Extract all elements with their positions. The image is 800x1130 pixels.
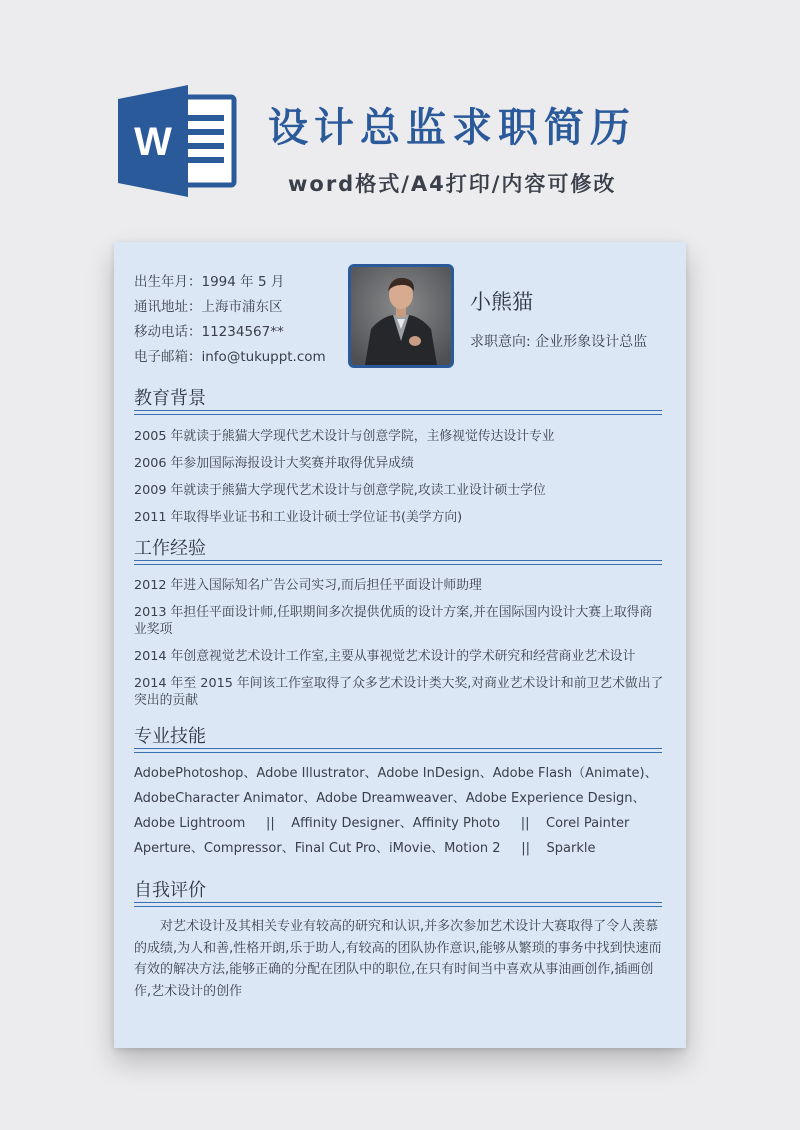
list-item: 2014 年至 2015 年间该工作室取得了众多艺术设计类大奖,对商业艺术设计和前卫艺术做出了突出的贡献 [134,676,664,708]
list-item: 2012 年进入国际知名广告公司实习,而后担任平面设计师助理 [134,578,482,593]
skills-line: Aperture、Compressor、Final Cut Pro、iMovie、Motion 2 || Sparkle [134,841,596,856]
section-divider [134,410,662,415]
skills-list [134,761,664,861]
list-item: 2011 年取得毕业证书和工业设计硕士学位证书(美学方向) [134,510,463,525]
work-list [134,577,664,719]
list-item: 2005 年就读于熊猫大学现代艺术设计与创意学院，主修视觉传达设计专业 [134,429,555,444]
birth-row: 出生年月：1994 年 5 月 [134,274,285,290]
skills-line: AdobePhotoshop、Adobe Illustrator、Adobe InDesign、Adobe Flash（Animate)、 [134,766,658,781]
section-divider [134,560,662,565]
list-item: 2009 年就读于熊猫大学现代艺术设计与创意学院,攻读工业设计硕士学位 [134,483,546,498]
resume-paper [114,242,686,1048]
section-divider [134,748,662,753]
list-item: 2014 年创意视觉艺术设计工作室,主要从事视觉艺术设计的学术研究和经营商业艺术设计 [134,649,636,664]
address-row: 通讯地址：上海市浦东区 [134,299,283,315]
email-row: 电子邮箱：info@tukuppt.com [134,349,326,365]
list-item: 2006 年参加国际海报设计大奖赛并取得优异成绩 [134,456,414,471]
job-intent: 求职意向: 企业形象设计总监 [470,334,648,350]
section-divider [134,902,662,907]
list-item: 2013 年担任平面设计师,任职期间多次提供优质的设计方案,并在国际国内设计大赛上取得商业奖项 [134,605,653,637]
word-icon-letter: W [134,120,172,164]
profile-info [134,270,326,370]
education-list [134,428,664,536]
page-subtitle: word格式/A4打印/内容可修改 [288,172,617,196]
skills-line: AdobeCharacter Animator、Adobe Dreamweaver、Adobe Experience Design、 [134,791,646,806]
section-title-education: 教育背景 [134,388,206,409]
candidate-name: 小熊猫 [470,290,533,314]
portrait-photo [348,264,454,368]
self-evaluation-text: 对艺术设计及其相关专业有较高的研究和认识,并多次参加艺术设计大赛取得了令人羡慕的成绩,为人和善,性格开朗,乐于助人,有较高的团队协作意识,能够从繁琐的事务中找到快速而有效的解决方法,能够正确的分配在团队中的职位,在只有时间当中喜欢从事油画创作,插画创作,艺术设计的创作 [134,919,662,999]
page-title: 设计总监求职简历 [268,105,636,151]
section-title-skills: 专业技能 [134,726,206,747]
section-title-work: 工作经验 [134,538,206,559]
word-icon [118,85,238,197]
phone-row: 移动电话：11234567** [134,324,284,340]
section-title-evaluation: 自我评价 [134,880,206,901]
skills-line: Adobe Lightroom || Affinity Designer、Affinity Photo || Corel Painter [134,816,630,831]
